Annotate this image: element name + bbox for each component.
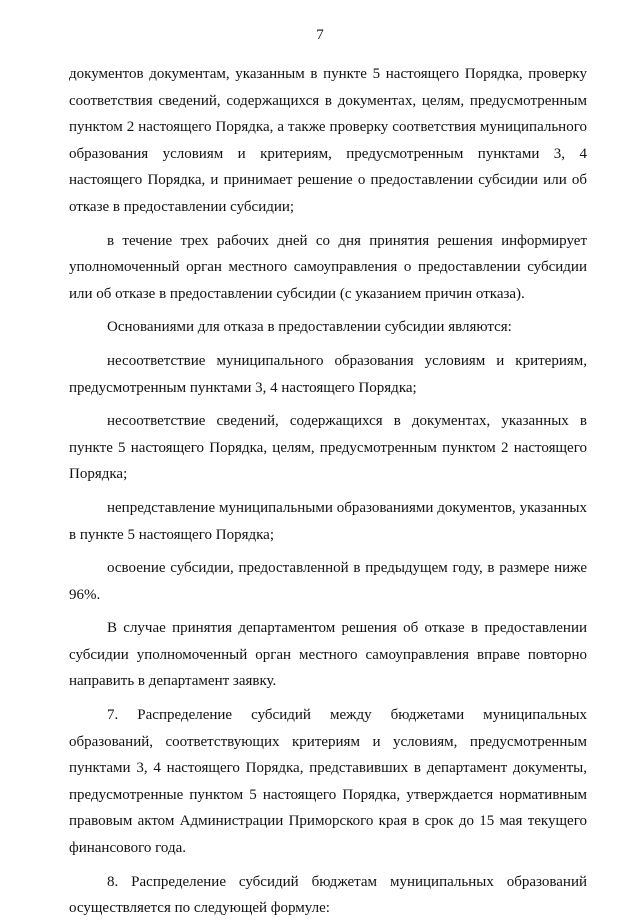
paragraph-item-7: 7. Распределение субсидий между бюджетами муниципальных образований, соответствующих критериям и условиям, предусмотренным пунктами 3, 4 настоящего Порядка, представивших в департамент документы, предусмотренные пунктом 5 настоящего Порядка, утверждается нормативным правовым актом Администрации Приморского края в срок до 15 мая текущего финансового года. bbox=[69, 707, 587, 857]
document-body bbox=[69, 61, 587, 922]
paragraph-inform-decision: в течение трех рабочих дней со дня принятия решения информирует уполномоченный орган местного самоуправления о предоставлении субсидии или об отказе в предоставлении субсидии (с указанием причин отказа). bbox=[69, 232, 587, 302]
paragraph-item-8: 8. Распределение субсидий бюджетам муниципальных образований осуществляется по следующей формуле: bbox=[69, 873, 587, 917]
paragraph-refusal-ground-nonsubmission: непредставление муниципальными образованиями документов, указанных в пункте 5 настоящего Порядка; bbox=[69, 499, 587, 543]
page-number: 7 bbox=[316, 27, 324, 43]
paragraph-continuation: документов документам, указанным в пункте 5 настоящего Порядка, проверку соответствия сведений, содержащихся в документах, целям, предусмотренным пунктом 2 настоящего Порядка, а также проверку соответствия муниципального образования условиям и критериям, предусмотренным пунктами 3, 4 настоящего Порядка, и принимает решение о предоставлении субсидии или об отказе в предоставлении субсидии; bbox=[69, 66, 587, 215]
paragraph-refusal-grounds-heading: Основаниями для отказа в предоставлении субсидии являются: bbox=[107, 319, 512, 336]
paragraph-refusal-ground-documents: несоответствие сведений, содержащихся в документах, указанных в пункте 5 настоящего Порядка, целям, предусмотренным пунктом 2 настоящего Порядка; bbox=[69, 413, 587, 483]
paragraph-resubmission: В случае принятия департаментом решения об отказе в предоставлении субсидии уполномоченный орган местного самоуправления вправе повторно направить в департамент заявку. bbox=[69, 620, 587, 690]
paragraph-refusal-ground-criteria: несоответствие муниципального образования условиям и критериям, предусмотренным пунктами 3, 4 настоящего Порядка; bbox=[69, 352, 587, 396]
paragraph-refusal-ground-utilization: освоение субсидии, предоставленной в предыдущем году, в размере ниже 96%. bbox=[69, 560, 587, 603]
